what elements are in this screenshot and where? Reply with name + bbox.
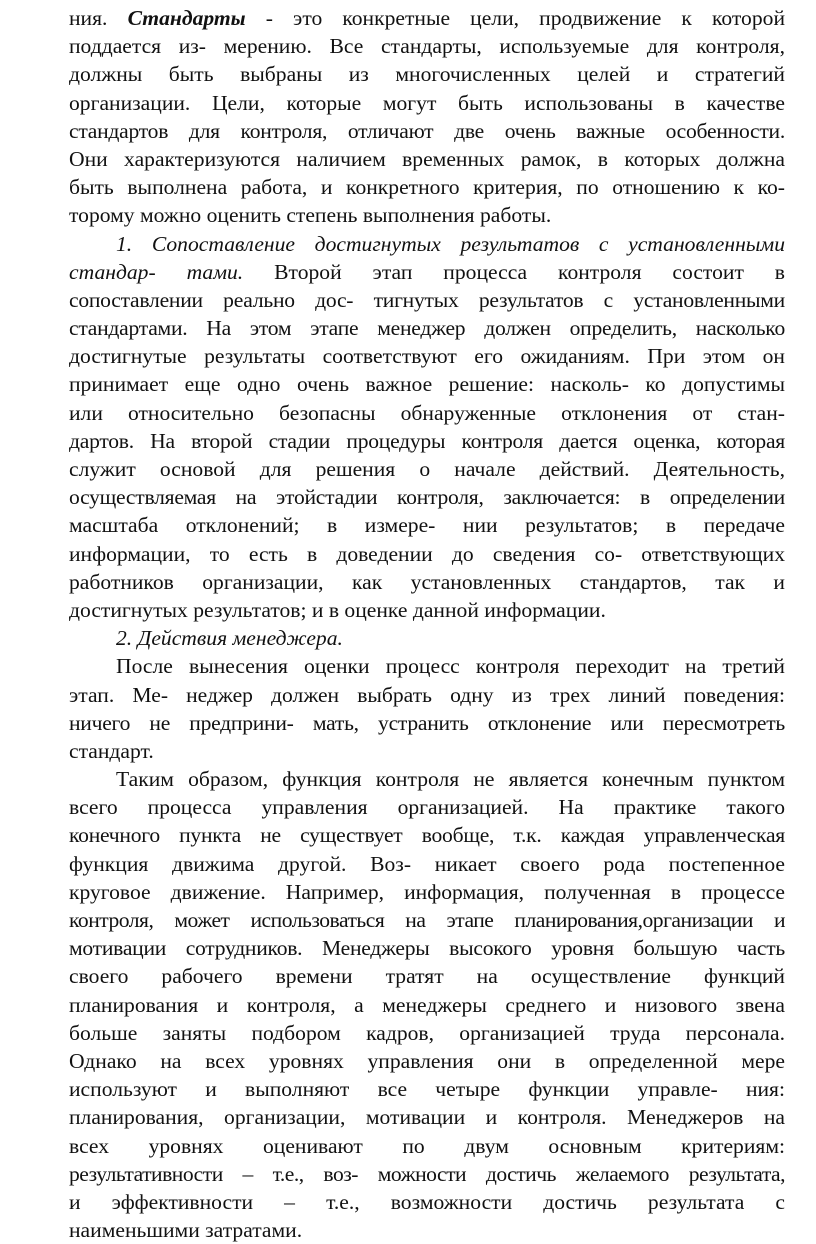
text-line bbox=[69, 258, 785, 286]
section-heading-continuation: стандар- тами. bbox=[69, 259, 244, 284]
text-line: стандартами. На этом этапе менеджер должен определить, насколько bbox=[69, 316, 785, 341]
text-line: быть выполнена работа, и конкретного критерия, по отношению к ко- bbox=[69, 175, 785, 200]
text-line: Однако на всех уровнях управления они в определенной мере bbox=[69, 1048, 785, 1073]
text-line: осуществляемая на этойстадии контроля, заключается: в определении bbox=[69, 485, 785, 510]
section-heading-comparison: 1. Сопоставление достигнутых результатов с установленными bbox=[116, 231, 785, 256]
text-fragment: Второй этап процесса контроля состоит в bbox=[274, 259, 785, 284]
text-line: стандартов для контроля, отличают две очень важные особенности. bbox=[69, 118, 785, 143]
text-line: принимает еще одно очень важное решение: насколь- ко допустимы bbox=[69, 372, 785, 397]
text-line: планирования, организации, мотивации и контроля. Менеджеров на bbox=[69, 1105, 785, 1130]
term-standards: Стандарты bbox=[127, 6, 246, 30]
text-line: После вынесения оценки процесс контроля переходит на третий bbox=[116, 654, 785, 679]
text-fragment: ния. bbox=[69, 6, 108, 30]
text-line: достигнутые результаты соответствуют его ожиданиям. При этом он bbox=[69, 344, 785, 369]
text-line: сопоставлении реально дос- тигнутых результатов с установленными bbox=[69, 287, 785, 312]
text-line: дартов. На второй стадии процедуры контроля дается оценка, которая bbox=[69, 428, 785, 453]
text-line: круговое движение. Например, информация, полученная в процессе bbox=[69, 879, 785, 904]
text-line: информации, то есть в доведении до сведения со- ответствующих bbox=[69, 541, 785, 566]
text-line: работников организации, как установленных стандартов, так и bbox=[69, 569, 785, 594]
text-line: результативности – т.е., воз- можности достичь желаемого результата, bbox=[69, 1161, 785, 1186]
text-line: достигнутых результатов; и в оценке данной информации. bbox=[69, 597, 606, 622]
text-line: мотивации сотрудников. Менеджеры высокого уровня большую часть bbox=[69, 936, 785, 961]
text-line: своего рабочего времени тратят на осуществление функций bbox=[69, 964, 785, 989]
text-line: и эффективности – т.е., возможности достичь результата с bbox=[69, 1189, 785, 1214]
text-line: торому можно оценить степень выполнения работы. bbox=[69, 203, 552, 228]
section-heading-manager-actions: 2. Действия менеджера. bbox=[116, 626, 343, 651]
text-line: или относительно безопасны обнаруженные отклонения от стан- bbox=[69, 400, 785, 425]
text-line: должны быть выбраны из многочисленных целей и стратегий bbox=[69, 62, 785, 87]
document-page bbox=[69, 4, 785, 1244]
text-line: контроля, может использоваться на этапе планирования,организации и bbox=[69, 908, 785, 932]
text-line: этап. Ме- неджер должен выбрать одну из трех линий поведения: bbox=[69, 682, 785, 707]
text-line: больше заняты подбором кадров, организацией труда персонала. bbox=[69, 1020, 785, 1045]
text-line: Они характеризуются наличием временных рамок, в которых должна bbox=[69, 146, 785, 171]
text-line: конечного пункта не существует вообще, т.к. каждая управленческая bbox=[69, 823, 785, 848]
text-line: служит основой для решения о начале действий. Деятельность, bbox=[69, 457, 785, 481]
text-line: всех уровнях оценивают по двум основным критериям: bbox=[69, 1133, 785, 1158]
text-line: стандарт. bbox=[69, 738, 154, 763]
text-line: используют и выполняют все четыре функции управле- ния: bbox=[69, 1077, 785, 1102]
text-line: функция движима другой. Воз- никает своего рода постепенное bbox=[69, 851, 785, 876]
text-line bbox=[69, 4, 785, 32]
text-line: ничего не предприни- мать, устранить отклонение или пересмотреть bbox=[69, 710, 785, 735]
text-fragment: - это конкретные цели, продвижение к которой bbox=[265, 6, 786, 30]
text-line: масштаба отклонений; в измере- нии результатов; в передаче bbox=[69, 513, 785, 538]
text-line: организации. Цели, которые могут быть использованы в качестве bbox=[69, 90, 785, 115]
text-line: всего процесса управления организацией. На практике такого bbox=[69, 795, 785, 820]
text-line: наименьшими затратами. bbox=[69, 1218, 303, 1243]
text-line: планирования и контроля, а менеджеры среднего и низового звена bbox=[69, 992, 785, 1017]
text-line: Таким образом, функция контроля не является конечным пунктом bbox=[116, 767, 785, 792]
text-line: поддается из- мерению. Все стандарты, используемые для контроля, bbox=[69, 34, 785, 59]
